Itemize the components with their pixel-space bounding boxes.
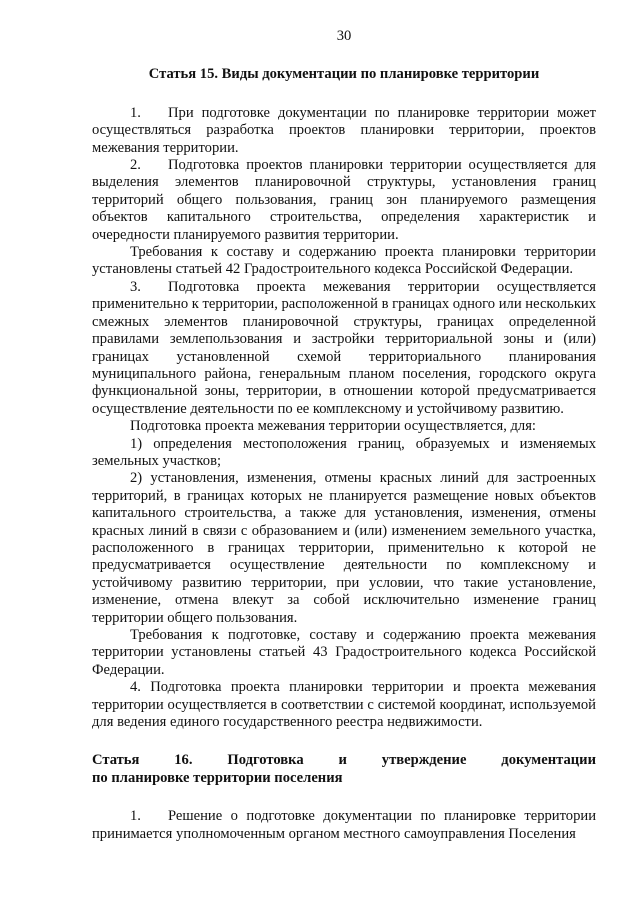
article-15-paragraph-requirements-planning: Требования к составу и содержанию проекта планировки территории установлены статьей 42 Градостроительного кодекса Российской Федерации. [92,244,596,278]
page-number: 30 [336,28,352,44]
paragraph-text: При подготовке документации по планировке территории может осуществляться разработка проектов планировки территории, проектов межевания территории. [92,104,596,156]
article-15-paragraph-1 [92,105,596,157]
article-15-list-item-1: 1) определения местоположения границ, образуемых и изменяемых земельных участков; [92,435,596,469]
article-15-paragraph-4: 4. Подготовка проекта планировки территории и проекта межевания территории осуществляется в соответствии с системой координат, используемой для ведения единого государственного реестра недвижимости. [92,679,596,731]
article-16-heading-line-2: по планировке территории поселения [92,769,343,786]
paragraph-number: 2. [130,157,141,174]
article-15-paragraph-requirements-surveying: Требования к подготовке, составу и содержанию проекта межевания территории установлены статьей 43 Градостроительного кодекса Российской Федерации. [92,627,596,678]
article-16-heading-line-1: Статья 16. Подготовка и утверждение документации [92,752,596,769]
article-15-heading: Статья 15. Виды документации по планировке территории [148,66,540,83]
paragraph-number: 3. [130,278,141,295]
article-15-paragraph-3 [92,279,596,418]
article-15-paragraph-2 [92,157,596,244]
paragraph-number: 1. [130,104,141,121]
article-15-paragraph-surveying-intro: Подготовка проекта межевания территории осуществляется, для: [130,418,536,435]
article-16-paragraph-1 [92,808,596,843]
paragraph-text: Решение о подготовке документации по планировке территории принимается уполномоченным органом местного самоуправления Поселения [92,808,596,842]
paragraph-number: 1. [130,808,141,825]
article-15-list-item-2: 2) установления, изменения, отмены красных линий для застроенных территорий, в границах которых не планируется размещение новых объектов капитального строительства, а также для установления, изменения, отмены красных линий в связи с образованием и (или) изменением земельного участка, расположенного в границах территории, применительно к которой не предусматривается осуществление деятельности по комплексному и устойчивому развитию территории, при условии, что такие установление, изменение, отмена влекут за собой исключительно изменение границ территории общего пользования. [92,470,596,626]
paragraph-text: Подготовка проекта межевания территории осуществляется применительно к территории, расположенной в границах одного или нескольких смежных элементов планировочной структуры, границах определенной правилами землепользования и застройки территориальной зоны и (или) границах установленной схемой территориального планирования муниципального района, генеральным планом поселения, городского округа функциональной зоны, территории, в отношении которой предусматривается осуществление деятельности по ее комплексному и устойчивому развитию. [92,278,597,417]
paragraph-text: Подготовка проектов планировки территории осуществляется для выделения элементов планировочной структуры, установления границ территорий общего пользования, границ зон планируемого размещения объектов капитального строительства, определения характеристик и очередности планируемого развития территории. [92,157,596,243]
